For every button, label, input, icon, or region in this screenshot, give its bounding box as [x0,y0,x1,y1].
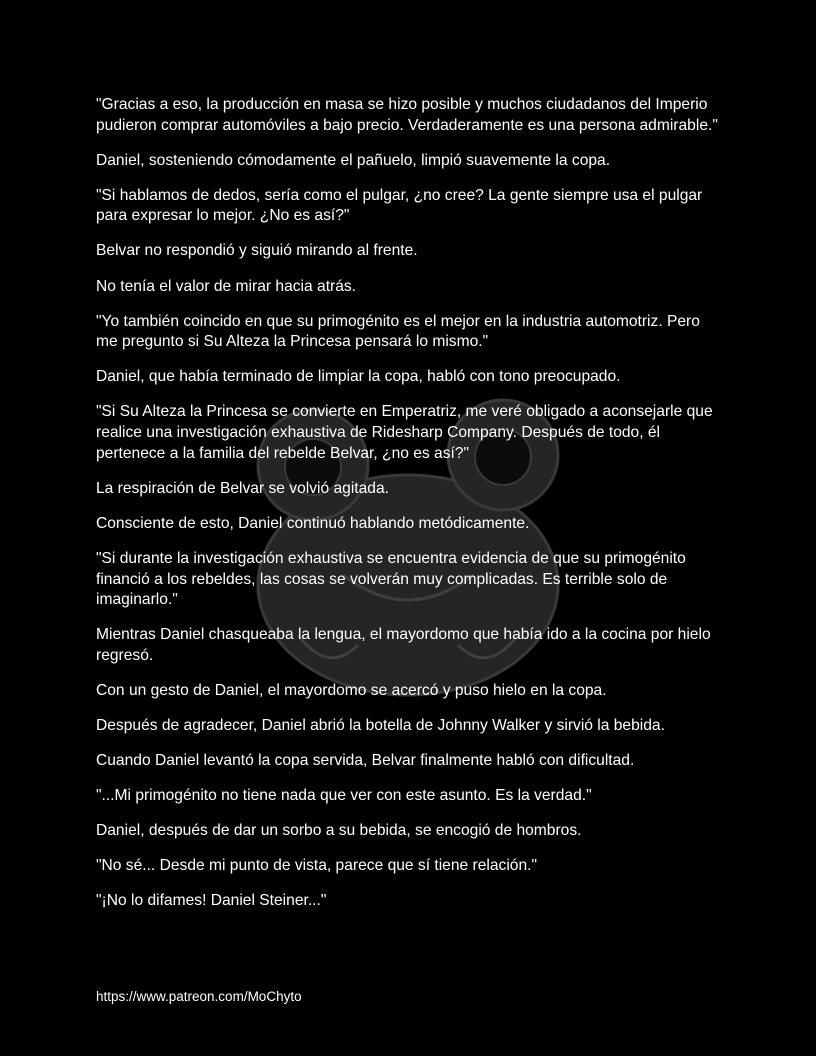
paragraph: "Si Su Alteza la Princesa se convierte en Emperatriz, me veré obligado a aconsejarle que realice una investigación exhaustiva de Ridesharp Company. Después de todo, él pertenece a la familia del rebelde Belvar, ¿no es así?" [96,403,713,462]
paragraph: "Yo también coincido en que su primogénito es el mejor en la industria automotriz. Pero me pregunto si Su Alteza la Princesa pensará lo mismo." [96,312,700,351]
paragraph: Con un gesto de Daniel, el mayordomo se acercó y puso hielo en la copa. [96,681,607,699]
paragraph: Daniel, después de dar un sorbo a su bebida, se encogió de hombros. [96,822,582,840]
paragraph: Después de agradecer, Daniel abrió la botella de Johnny Walker y sirvió la bebida. [96,716,665,734]
paragraph: Daniel, sosteniendo cómodamente el pañuelo, limpió suavemente la copa. [96,151,611,169]
paragraph: "Gracias a eso, la producción en masa se hizo posible y muchos ciudadanos del Imperio pudieron comprar automóviles a bajo precio. Verdaderamente es una persona admirable." [96,96,718,134]
paragraph: No tenía el valor de mirar hacia atrás. [96,277,357,295]
document-body [96,95,724,927]
paragraph: "¡No lo difames! Daniel Steiner..." [96,892,327,910]
paragraph: "No sé... Desde mi punto de vista, parece que sí tiene relación." [96,857,538,875]
paragraph: Cuando Daniel levantó la copa servida, Belvar finalmente habló con dificultad. [96,752,635,770]
paragraph: Belvar no respondió y siguió mirando al frente. [96,242,418,260]
paragraph: Consciente de esto, Daniel continuó hablando metódicamente. [96,514,530,532]
paragraph: "Si hablamos de dedos, sería como el pulgar, ¿no cree? La gente siempre usa el pulgar para expresar lo mejor. ¿No es así?" [96,186,703,225]
paragraph: Mientras Daniel chasqueaba la lengua, el mayordomo que había ido a la cocina por hielo regresó. [96,626,711,664]
paragraph: "Si durante la investigación exhaustiva se encuentra evidencia de que su primogénito financió a los rebeldes, las cosas se volverán muy complicadas. Es terrible solo de imaginarlo." [96,549,686,609]
paragraph: "...Mi primogénito no tiene nada que ver con este asunto. Es la verdad." [96,787,592,805]
footer-link[interactable]: https://www.patreon.com/MoChyto [96,989,302,1004]
paragraph: La respiración de Belvar se volvió agitada. [96,479,389,497]
paragraph: Daniel, que había terminado de limpiar la copa, habló con tono preocupado. [96,368,621,386]
